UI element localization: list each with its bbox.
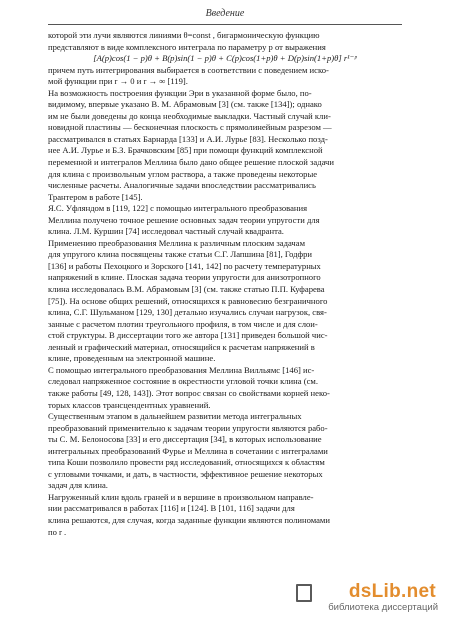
text-line: клина исследовалась В.М. Абрамовым [3] (см. также статью П.П. Куфарева [48, 284, 325, 295]
text-line: также работы [49, 128, 143]). Этот вопрос связан со свойствами корней неко- [48, 387, 330, 398]
text-line: для упругого клина посвящены также статьи С.Г. Лапшина [81], Годфри [48, 249, 313, 260]
text-line: им не были доведены до конца необходимые выкладки. Частный случай кли- [48, 110, 331, 121]
text-line: представляют в виде комплексного интеграла по параметру p от выражения [48, 41, 326, 52]
formula-line: [A(p)cos(1 − p)θ + B(p)sin(1 − p)θ + C(p)cos(1+p)θ + D(p)sin(1+p)θ] r¹⁻ᵖ [93, 53, 357, 64]
text-line: занные с расчетом плотин треугольного профиля, в том числе и для слои- [48, 318, 318, 329]
text-line: с угловыми точками, и дать, в частности, эффективное решение некоторых [48, 468, 323, 479]
text-line: нии рассматривался в работах [116] и [124]. В [101, 116] задачи для [48, 503, 295, 514]
text-line: Меллина получено точное решение основных задач теории упругости для [48, 214, 320, 225]
text-line: торых классов трансцендентных уравнений. [48, 399, 211, 410]
header-rule [48, 24, 402, 25]
text-line: клина. Л.М. Куршин [74] исследовал частный случай квадранта. [48, 226, 284, 237]
text-line: Трантером в работе [145]. [48, 191, 143, 202]
text-line: которой эти лучи являются линиями θ=const , бигармоническую функцию [48, 30, 320, 40]
text-line: клина решаются, для случая, когда заданные функции являются полиномами [48, 514, 330, 525]
body-text [48, 30, 402, 538]
text-line: Нагруженный клин вдоль граней и в вершине в произвольном направле- [48, 491, 314, 502]
text-line: ленный и графический материал, относящийся к расчетам напряжений в [48, 341, 315, 352]
text-line: рассматривался в статьях Барнарда [133] и А.И. Лурье [83]. Несколько позд- [48, 133, 328, 144]
text-line: типа Коши позволило провести ряд исследований, относящихся к областям [48, 457, 325, 468]
text-line: задач для клина. [48, 480, 108, 491]
text-line: новидной пластины — бесконечная плоскость с прямолинейным разрезом — [48, 122, 332, 133]
text-line: [136] и работы Пехоцкого и Зорского [141, 142] по расчету температурных [48, 260, 321, 271]
text-line: видимому, впервые указано В. М. Абрамовым [3] (см. также [134]); однако [48, 99, 322, 110]
watermark-subtitle: библиотека диссертаций [328, 602, 438, 613]
text-line: С помощью интегрального преобразования Меллина Вилльямс [146] ис- [48, 364, 315, 375]
text-line: стой структуры. В диссертации того же автора [131] приведен большой чис- [48, 330, 328, 341]
watermark-name: dsLib.net [348, 581, 436, 602]
text-line: причем путь интегрирования выбирается в соответствии с поведением иско- [48, 64, 329, 75]
text-line: [75]). На основе общих решений, относящихся к равновесию безграничного [48, 295, 328, 306]
book-icon [296, 584, 312, 602]
text-line: для клина с произвольным углом раствора, а также проведены некоторые [48, 168, 318, 179]
text-line: Существенным этапом в дальнейшем развитии метода интегральных [48, 411, 302, 422]
text-line: Я.С. Уфляндом в [119, 122] с помощью интегрального преобразования [48, 203, 308, 214]
text-line: напряжений в клине. Плоская задача теории упругости для анизотропного [48, 272, 321, 283]
running-header: Введение [205, 8, 245, 19]
text-line: На возможность построения функции Эри в указанной форме было, по- [48, 87, 312, 98]
text-line: клина, С.Г. Шульманом [129, 130] детально изучались случаи нагрузок, свя- [48, 307, 327, 318]
text-line: по r . [48, 526, 67, 537]
text-line: Применению преобразования Меллина к различным плоским задачам [48, 237, 306, 248]
text-line: клине, проведенным на электронной машине. [48, 353, 216, 364]
text-line: нее А.И. Лурье и Б.З. Брачковским [85] при помощи функций комплексной [48, 145, 323, 156]
text-line: преобразований применительно к задачам теории упругости являются рабо- [48, 422, 328, 433]
watermark-logo [292, 581, 442, 615]
text-line: мой функции при r → 0 и r → ∞ [119]. [48, 76, 188, 87]
text-line: интегральных преобразований Фурье и Меллина в сочетании с интегралами [48, 445, 328, 456]
text-line: переменной и интегралов Меллина было дано общее решение плоской задачи [48, 157, 334, 168]
text-line: ты С. М. Белоносова [33] и его диссертация [34], в которых использование [48, 434, 322, 445]
text-line: следовал напряженное состояние в окрестности угловой точки клина (см. [48, 376, 318, 387]
text-line: численные расчеты. Аналогичные задачи впоследствии рассматривались [48, 180, 316, 191]
